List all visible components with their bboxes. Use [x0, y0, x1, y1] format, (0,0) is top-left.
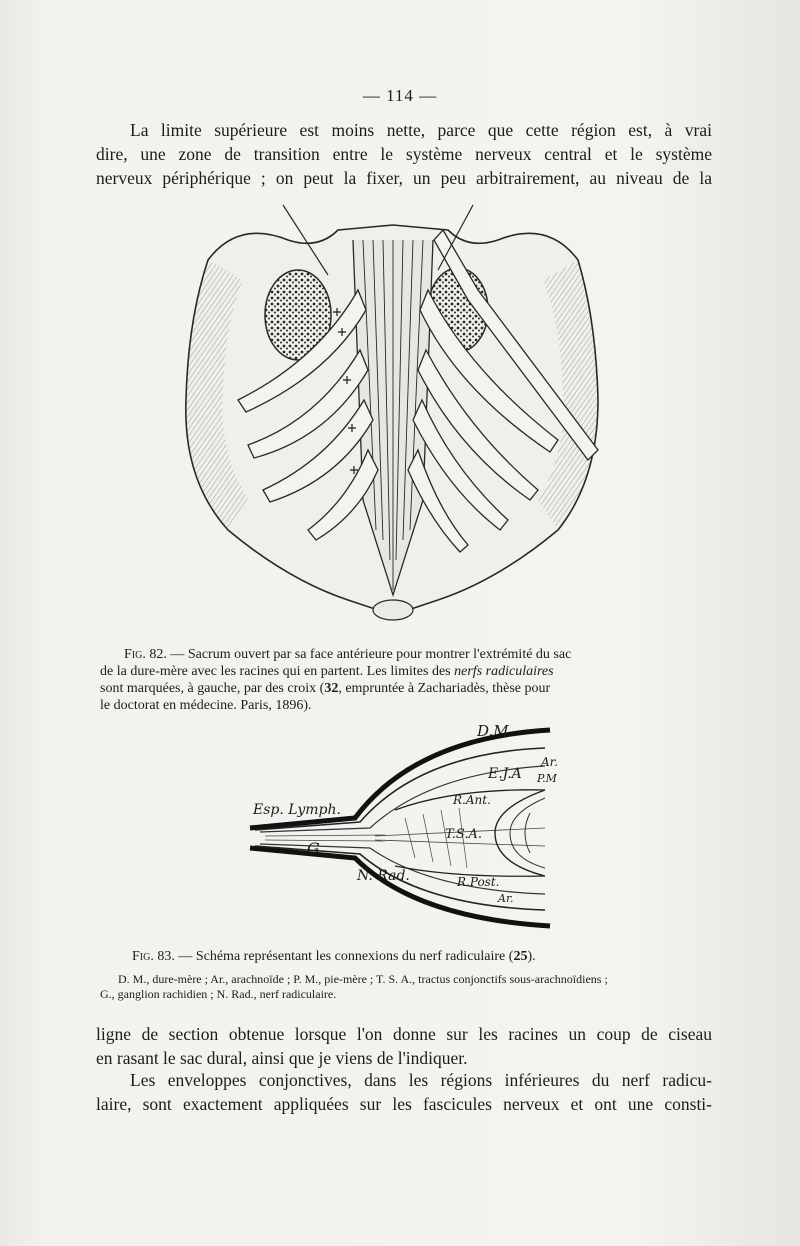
text-line: dire, une zone de transition entre le système nerveux central et le système	[96, 144, 712, 164]
figure-label: Fig. 83.	[132, 949, 175, 964]
label-r-ant: R.Ant.	[453, 793, 491, 807]
caption-emphasis: nerfs radiculaires	[454, 664, 554, 679]
label-r-post: R.Post.	[457, 875, 500, 889]
label-esp-lymph: Esp. Lymph.	[253, 802, 341, 818]
label-dm: D.M	[477, 722, 509, 740]
figure-83-nerve-diagram	[245, 718, 585, 936]
paragraph-envelopes	[96, 1068, 712, 1116]
caption-text: de la dure-mère avec les racines qui en partent. Les limites des	[100, 664, 455, 679]
label-n-rad: N. Rad.	[357, 868, 410, 884]
text-line: laire, sont exactement appliquées sur les fascicules nerveux et ont une consti-	[96, 1094, 712, 1114]
figure-83-legend	[100, 972, 714, 1002]
paragraph-section-line	[96, 1022, 712, 1070]
text-line: ligne de section obtenue lorsque l'on donne sur les racines un coup de ciseau	[96, 1024, 712, 1044]
figure-label: Fig. 82.	[124, 647, 167, 662]
text-line: en rasant le sac dural, ainsi que je viens de l'indiquer.	[96, 1048, 468, 1068]
caption-text: le doctorat en médecine. Paris, 1896).	[100, 698, 312, 713]
legend-line: G., ganglion rachidien ; N. Rad., nerf radiculaire.	[100, 987, 337, 1001]
text-line: Les enveloppes conjonctives, dans les régions inférieures du nerf radicu-	[130, 1070, 712, 1090]
label-g: G	[307, 839, 320, 858]
legend-line: D. M., dure-mère ; Ar., arachnoïde ; P. M., pie-mère ; T. S. A., tractus conjonctifs sous-arachnoïdiens ;	[118, 972, 608, 986]
caption-text: ).	[527, 949, 536, 964]
figure-82-sacrum-illustration	[168, 200, 618, 640]
reference-number: 32	[324, 681, 339, 696]
caption-text: — Sacrum ouvert par sa face antérieure pour montrer l'extrémité du sac	[170, 647, 572, 662]
text-line: nerveux périphérique ; on peut la fixer, un peu arbitrairement, au niveau de la	[96, 168, 712, 188]
figure-82-caption	[100, 646, 712, 714]
reference-number: 25	[513, 949, 528, 964]
figure-83-caption	[132, 948, 692, 965]
caption-text: , empruntée à Zachariadès, thèse pour	[338, 681, 551, 696]
label-pm: P.M	[537, 772, 557, 785]
page-number: — 114 —	[362, 86, 438, 105]
label-ar-top: Ar.	[541, 755, 558, 769]
label-ar-bottom: Ar.	[498, 892, 514, 905]
caption-text: sont marquées, à gauche, par des croix (	[100, 681, 325, 696]
label-esa: E.J.A	[488, 766, 522, 782]
paragraph-intro	[96, 118, 712, 190]
label-tsa: T.S.A.	[445, 827, 482, 842]
caption-text: — Schéma représentant les connexions du nerf radiculaire (	[178, 949, 514, 964]
text-line: La limite supérieure est moins nette, parce que cette région est, à vrai	[130, 120, 712, 140]
